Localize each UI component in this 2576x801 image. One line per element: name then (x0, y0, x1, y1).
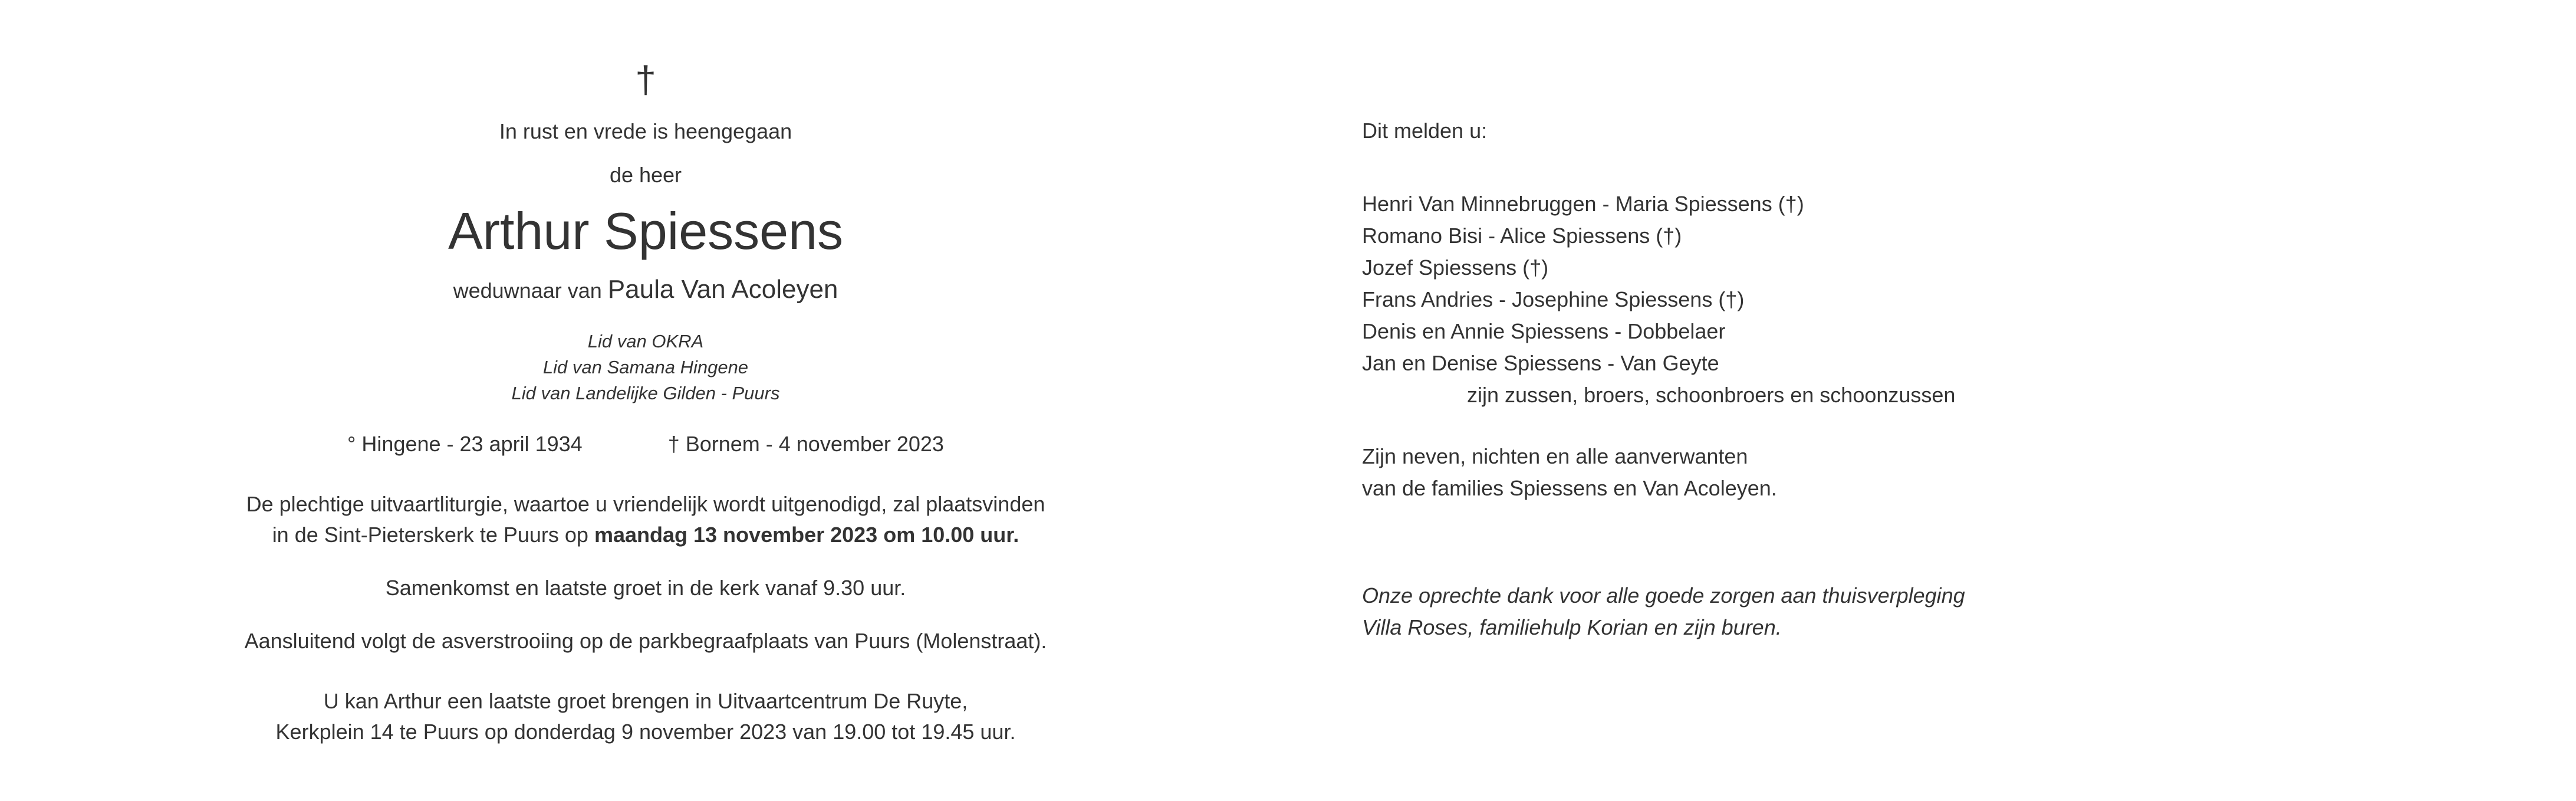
gathering-text: Samenkomst en laatste groet in de kerk vanaf 9.30 uur. (385, 576, 906, 600)
memberships (189, 329, 1103, 406)
widow-name: Paula Van Acoleyen (607, 275, 838, 304)
family-member: Romano Bisi - Alice Spiessens (†) (1362, 224, 1682, 248)
family-list (1362, 188, 2217, 411)
right-panel (1362, 115, 2217, 644)
widow-prefix: weduwnaar van (453, 278, 602, 303)
burial-text: Aansluitend volgt de asverstrooiing op de parkbegraafplaats van Puurs (Molenstraat). (244, 629, 1047, 653)
cross-icon: † (635, 58, 656, 101)
family-member: Jan en Denise Spiessens - Van Geyte (1362, 351, 1719, 375)
funeral-date-time: maandag 13 november 2023 om 10.00 uur. (594, 523, 1019, 547)
visit-line-1: U kan Arthur een laatste groet brengen in Uitvaartcentrum De Ruyte, (323, 689, 968, 713)
family-member: Denis en Annie Spiessens - Dobbelaer (1362, 319, 1726, 343)
siblings-note: zijn zussen, broers, schoonbroers en schoonzussen (1467, 383, 1956, 407)
thanks-line-2: Villa Roses, familiehulp Korian en zijn buren. (1362, 615, 1782, 639)
relatives-line-2: van de families Spiessens en Van Acoleyen. (1362, 476, 1777, 500)
family-member: Jozef Spiessens (†) (1362, 255, 1549, 280)
funeral-line-2 (189, 520, 1103, 550)
membership-item: Lid van Samana Hingene (542, 357, 749, 377)
visit-line-2: Kerkplein 14 te Puurs op donderdag 9 november 2023 van 19.00 tot 19.45 uur. (275, 720, 1016, 744)
funeral-line-2-prefix: in de Sint-Pieterskerk te Puurs op (272, 523, 588, 547)
deceased-name: Arthur Spiessens (448, 202, 844, 260)
widow-line (189, 274, 1103, 306)
family-member: Frans Andries - Josephine Spiessens (†) (1362, 287, 1745, 311)
relatives-line-1: Zijn neven, nichten en alle aanverwanten (1362, 444, 1748, 468)
funeral-line-1: De plechtige uitvaartliturgie, waartoe u vriendelijk wordt uitgenodigd, zal plaatsvinden (246, 492, 1045, 516)
death-date: † Bornem - 4 november 2023 (667, 432, 944, 456)
thanks-block (1362, 580, 2217, 644)
thanks-line-1: Onze oprechte dank voor alle goede zorgen aan thuisverpleging (1362, 583, 1965, 608)
birth-death-dates (189, 429, 1103, 459)
funeral-info (189, 489, 1103, 550)
announce-heading: Dit melden u: (1362, 119, 1488, 143)
intro-text: In rust en vrede is heengegaan (499, 119, 792, 143)
membership-item: Lid van OKRA (587, 331, 704, 352)
relatives-block (1362, 441, 2217, 504)
title-prefix: de heer (609, 163, 682, 187)
membership-item: Lid van Landelijke Gilden - Puurs (511, 383, 780, 403)
visitation-info (189, 686, 1103, 747)
left-panel (189, 56, 1103, 747)
family-member: Henri Van Minnebruggen - Maria Spiessens (†) (1362, 192, 1804, 216)
birth-date: ° Hingene - 23 april 1934 (347, 432, 583, 456)
